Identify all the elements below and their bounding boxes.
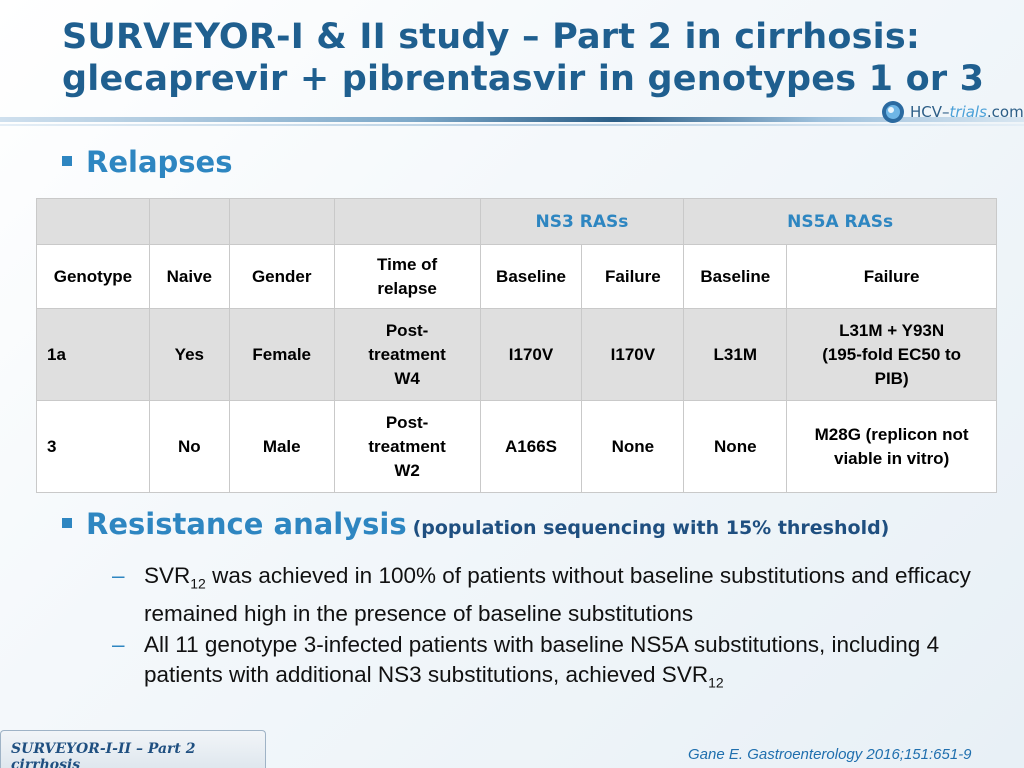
citation: Gane E. Gastroenterology 2016;151:651-9 [688, 746, 972, 763]
slide-title [62, 16, 1002, 100]
ns5a-rass-header: NS5A RASs [684, 199, 997, 245]
logo-icon [880, 99, 906, 125]
title-divider [0, 117, 1024, 122]
table-cell: I170V [480, 309, 582, 401]
ns3-rass-header: NS3 RASs [480, 199, 684, 245]
table-cell: Male [229, 401, 334, 493]
resistance-subtitle: (population sequencing with 15% threshold) [412, 517, 890, 539]
column-header: Failure [787, 245, 997, 309]
logo-text: HCV–trials.com [910, 103, 1024, 121]
list-item-text: $SVR_{12}$ was achieved in 100% of patients without baseline substitutions and efficacy remained high in the presence of baseline substitutions [144, 563, 971, 626]
empty-header-cell [334, 199, 480, 245]
table-column-header-row [37, 245, 997, 309]
table-cell: Yes [149, 309, 229, 401]
empty-header-cell [229, 199, 334, 245]
relapses-table [36, 198, 997, 493]
table-cell: Female [229, 309, 334, 401]
table-cell: M28G (replicon not viable in vitro) [787, 401, 997, 493]
square-bullet-icon [62, 156, 72, 166]
table-cell: 3 [37, 401, 150, 493]
column-header: Genotype [37, 245, 150, 309]
table-cell: Post-treatment W4 [334, 309, 480, 401]
list-item [112, 561, 972, 629]
table-cell: Post-treatment W2 [334, 401, 480, 493]
column-header: Baseline [684, 245, 787, 309]
table-cell: I170V [582, 309, 684, 401]
table-cell: No [149, 401, 229, 493]
dash-bullet: – [112, 632, 125, 657]
resistance-heading [62, 507, 889, 541]
relapses-heading: Relapses [62, 145, 232, 179]
column-header: Gender [229, 245, 334, 309]
footer-study-tab: SURVEYOR-I-II – Part 2 cirrhosis [0, 730, 266, 768]
table-cell: A166S [480, 401, 582, 493]
dash-bullet: – [112, 563, 125, 588]
resistance-title: Resistance analysis [86, 507, 407, 541]
column-header: Time of relapse [334, 245, 480, 309]
title-line-2: glecaprevir + pibrentasvir in genotypes 1 or 3 [62, 59, 985, 99]
title-line-1: SURVEYOR-I & II study – Part 2 in cirrhosis: [62, 17, 921, 57]
list-item-text: All 11 genotype 3-infected patients with baseline NS5A substitutions, including 4 patients with additional NS3 substitutions, achieved $SVR_{12}$ [144, 632, 940, 691]
table-row [37, 309, 997, 401]
column-header: Naive [149, 245, 229, 309]
table-group-header-row [37, 199, 997, 245]
table-cell: None [582, 401, 684, 493]
table-cell: None [684, 401, 787, 493]
empty-header-cell [149, 199, 229, 245]
column-header: Baseline [480, 245, 582, 309]
table-cell: L31M [684, 309, 787, 401]
square-bullet-icon [62, 518, 72, 528]
hcv-trials-logo [880, 98, 1024, 126]
table-row [37, 401, 997, 493]
empty-header-cell [37, 199, 150, 245]
table-cell: 1a [37, 309, 150, 401]
title-divider-thin [0, 124, 1024, 126]
list-item [112, 630, 972, 698]
table-cell: L31M + Y93N (195-fold EC50 to PIB) [787, 309, 997, 401]
column-header: Failure [582, 245, 684, 309]
